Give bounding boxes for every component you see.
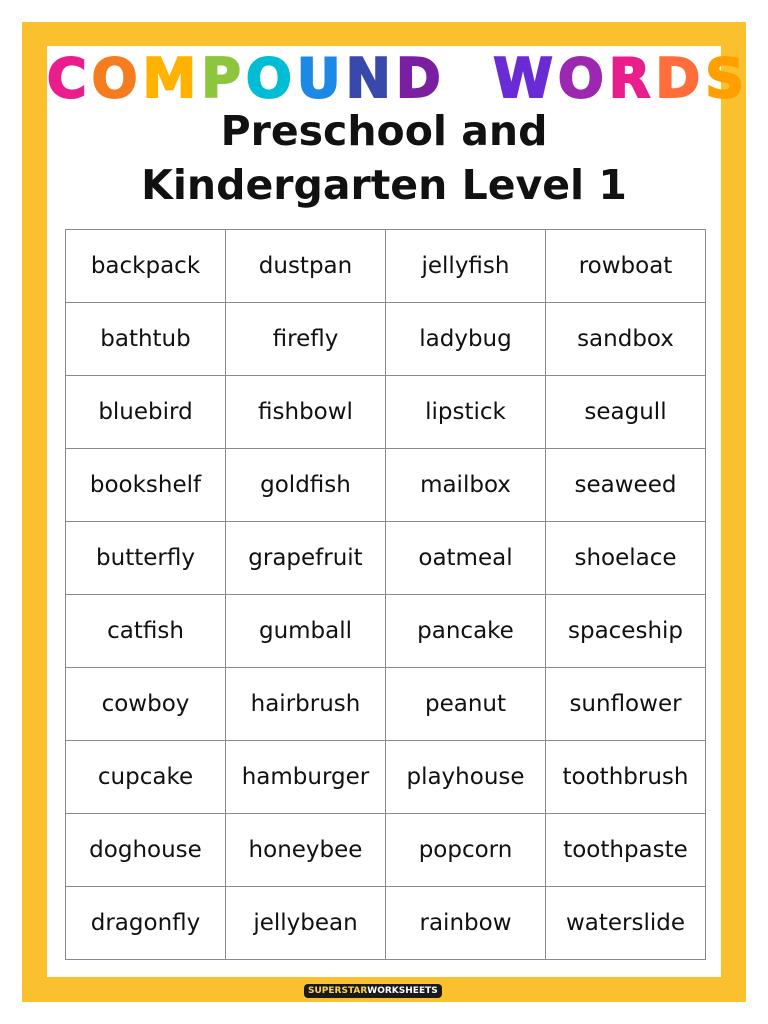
title-letter: O [557, 47, 609, 110]
title-letter: M [142, 47, 202, 110]
word-cell: jellyfish [386, 230, 546, 303]
word-cell: butterfly [66, 522, 226, 595]
title-compound-words [47, 47, 750, 110]
title-word-compound [47, 47, 446, 110]
word-cell: catfish [66, 595, 226, 668]
word-cell: lipstick [386, 376, 546, 449]
table-row [66, 376, 706, 449]
word-cell: goldfish [226, 449, 386, 522]
title-letter: W [493, 47, 558, 110]
title-letter: P [201, 47, 246, 110]
word-cell: rowboat [546, 230, 706, 303]
table-row [66, 887, 706, 960]
table-row [66, 741, 706, 814]
word-cell: hairbrush [226, 668, 386, 741]
subtitle-line-2: Kindergarten Level 1 [141, 161, 627, 209]
word-cell: doghouse [66, 814, 226, 887]
word-cell: playhouse [386, 741, 546, 814]
word-cell: firefly [226, 303, 386, 376]
word-cell: toothpaste [546, 814, 706, 887]
table-row [66, 303, 706, 376]
word-cell: seaweed [546, 449, 706, 522]
word-cell: pancake [386, 595, 546, 668]
word-cell: peanut [386, 668, 546, 741]
title-word-words [493, 47, 749, 110]
title-letter: D [395, 47, 446, 110]
title-letter: S [705, 47, 750, 110]
word-cell: dustpan [226, 230, 386, 303]
word-cell: toothbrush [546, 741, 706, 814]
word-cell: cupcake [66, 741, 226, 814]
word-cell: dragonfly [66, 887, 226, 960]
title-letter: O [245, 47, 297, 110]
word-cell: ladybug [386, 303, 546, 376]
title-letter: O [91, 47, 143, 110]
table-row [66, 814, 706, 887]
word-cell: bathtub [66, 303, 226, 376]
word-cell: spaceship [546, 595, 706, 668]
word-cell: oatmeal [386, 522, 546, 595]
title-letter: C [47, 47, 92, 110]
table-row [66, 595, 706, 668]
word-cell: honeybee [226, 814, 386, 887]
word-cell: backpack [66, 230, 226, 303]
word-cell: mailbox [386, 449, 546, 522]
title-letter: U [296, 47, 346, 110]
table-row [66, 522, 706, 595]
word-cell: bookshelf [66, 449, 226, 522]
word-cell: grapefruit [226, 522, 386, 595]
word-cell: bluebird [66, 376, 226, 449]
word-cell: rainbow [386, 887, 546, 960]
title-letter: D [655, 47, 706, 110]
word-cell: fishbowl [226, 376, 386, 449]
word-cell: shoelace [546, 522, 706, 595]
word-cell: waterslide [546, 887, 706, 960]
title-letter: R [608, 47, 656, 110]
table-row [66, 230, 706, 303]
title-letter: N [345, 47, 396, 110]
word-cell: hamburger [226, 741, 386, 814]
word-cell: sandbox [546, 303, 706, 376]
word-cell: popcorn [386, 814, 546, 887]
table-row [66, 668, 706, 741]
table-row [66, 449, 706, 522]
superstar-worksheets-logo: SUPERSTARWORKSHEETS [304, 984, 442, 998]
word-grid [65, 229, 706, 960]
word-cell: jellybean [226, 887, 386, 960]
word-cell: gumball [226, 595, 386, 668]
subtitle-line-1: Preschool and [220, 107, 548, 155]
word-cell: cowboy [66, 668, 226, 741]
word-cell: seagull [546, 376, 706, 449]
word-cell: sunflower [546, 668, 706, 741]
